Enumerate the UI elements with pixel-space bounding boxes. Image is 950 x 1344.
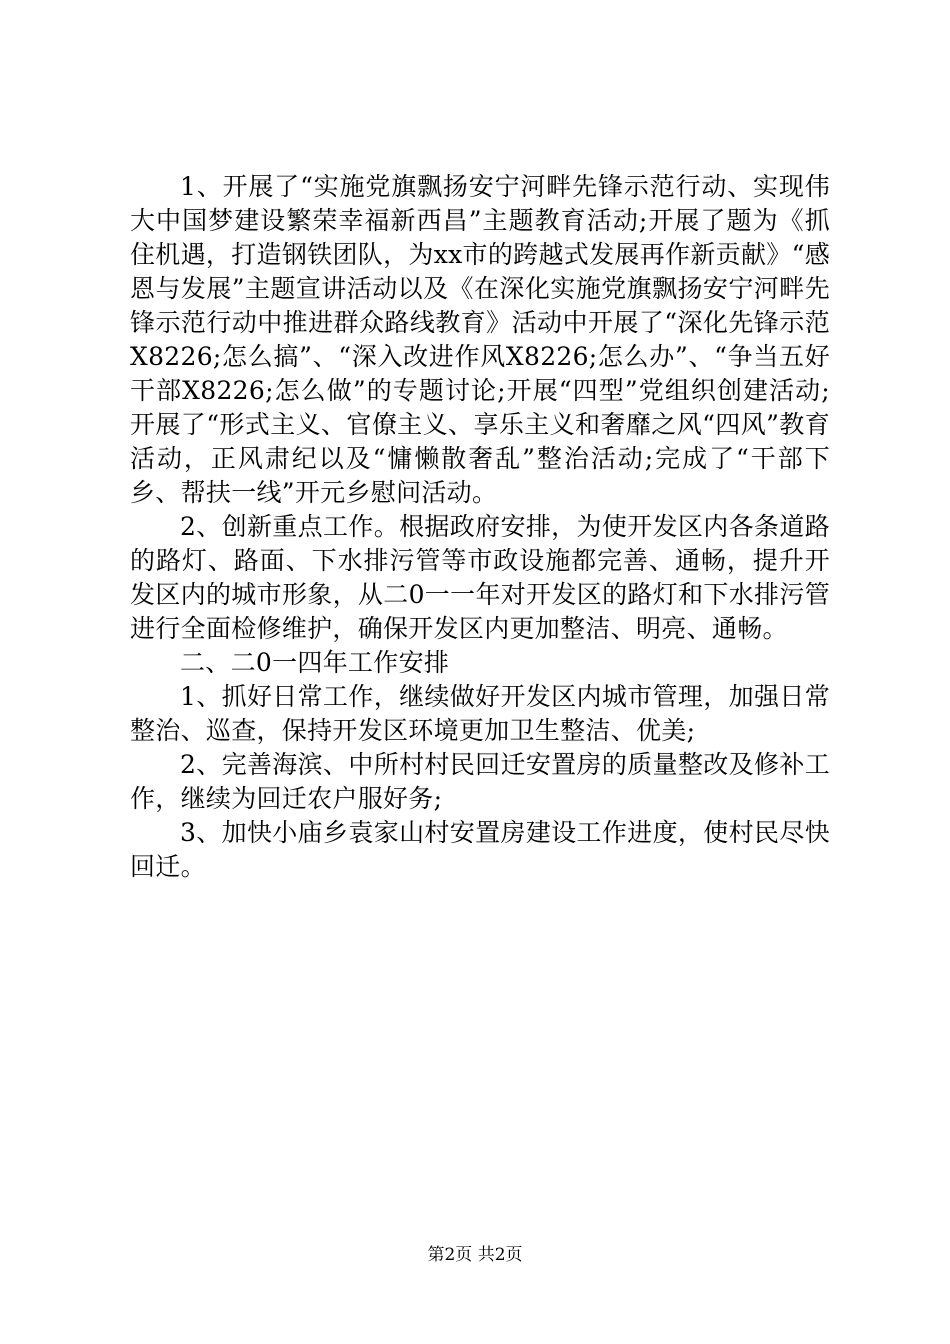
paragraph-key-work: 2、创新重点工作。根据政府安排，为使开发区内各条道路的路灯、路面、下水排污管等市政设施都完善、通畅，提升开发区内的城市形象，从二0一一年对开发区的路灯和下水排污管进行全面检修维护，确保开发区内更加整洁、明亮、通畅。 — [130, 512, 830, 643]
document-body — [130, 170, 830, 884]
section-heading-2014-plan: 二、二0一四年工作安排 — [180, 648, 450, 677]
paragraph-plan-item-3: 3、加快小庙乡袁家山村安置房建设工作进度，使村民尽快回迁。 — [130, 818, 830, 881]
paragraph-plan-item-1: 1、抓好日常工作，继续做好开发区内城市管理，加强日常整治、巡查，保持开发区环境更加卫生整洁、优美; — [130, 682, 830, 745]
paragraph-activities: 1、开展了“实施党旗飘扬安宁河畔先锋示范行动、实现伟大中国梦建设繁荣幸福新西昌”主题教育活动;开展了题为《抓住机遇，打造钢铁团队，为xx市的跨越式发展再作新贡献》“感恩与发展”主题宣讲活动以及《在深化实施党旗飘扬安宁河畔先锋示范行动中推进群众路线教育》活动中开展了“深化先锋示范X8226;怎么搞”、“深入改进作风X8226;怎么办”、“争当五好干部X8226;怎么做”的专题讨论;开展“四型”党组织创建活动;开展了“形式主义、官僚主义、享乐主义和奢靡之风“四风”教育活动，正风肃纪以及“慵懒散奢乱”整治活动;完成了“干部下乡、帮扶一线”开元乡慰问活动。 — [130, 172, 830, 507]
paragraph-plan-item-2: 2、完善海滨、中所村村民回迁安置房的质量整改及修补工作，继续为回迁农户服好务; — [130, 750, 830, 813]
page-number-footer: 第2页 共2页 — [427, 1245, 523, 1265]
